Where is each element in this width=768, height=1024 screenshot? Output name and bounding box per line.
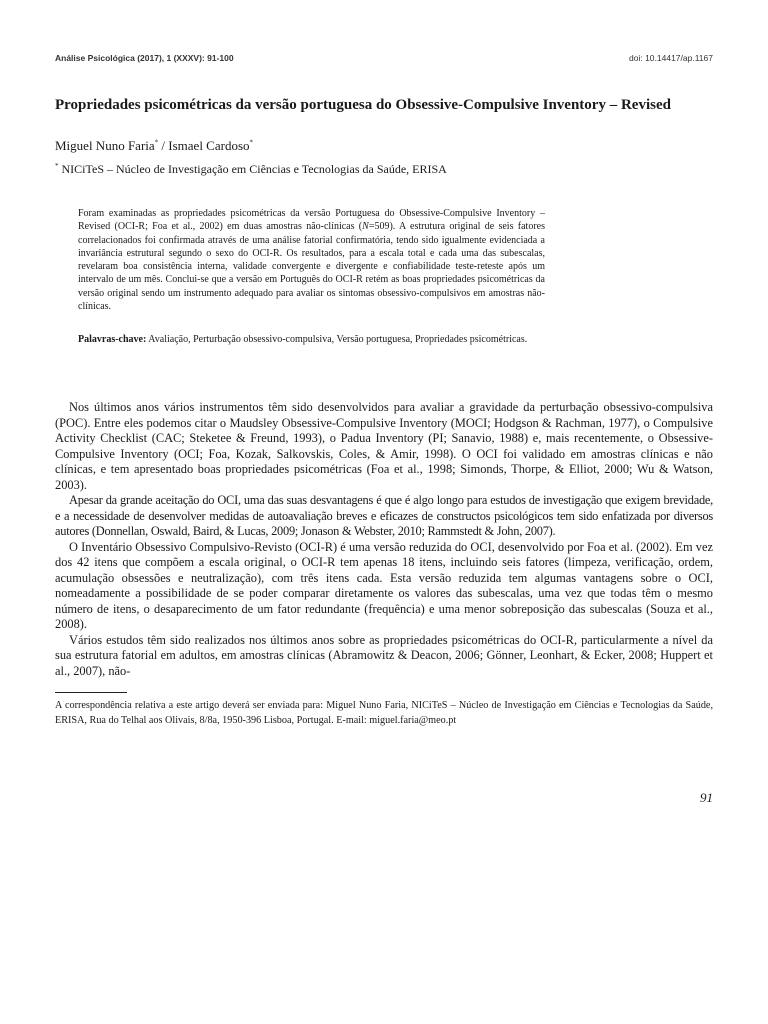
affiliation-marker: *	[249, 138, 254, 147]
body-paragraph: Vários estudos têm sido realizados nos últimos anos sobre as propriedades psicométricas do OCI-R, particularmente a nível da sua estrutura fatorial em adultos, em amostras clínicas (Abramowitz & Deacon, 2006; Gönner, Leonhart, & Ecker, 2008; Huppert et al., 2007), não-	[55, 632, 713, 678]
page-number: 91	[700, 790, 713, 805]
abstract-text: =509). A estrutura original de seis fatores correlacionados foi confirmada através de uma análise fatorial confirmatória, tendo sido igualmente evidenciada a invariância estrutural segundo o sexo do OCI-R. Os resultados, para a escala total e cada uma das subescalas, revelaram boa consistência interna, validade convergente e divergente e confiabilidade teste-reteste após um intervalo de um mês. Conclui-se que a versão em Português do OCI-R retém as boas propriedades psicométricas da versão original sendo um instrumento adequado para avaliar os sintomas obsessivo-compulsivos em amostras não-clínicas.	[78, 221, 545, 313]
keywords	[78, 333, 545, 346]
abstract	[78, 207, 545, 313]
sample-size-symbol: N	[362, 221, 369, 233]
author-line	[55, 138, 695, 154]
keywords-text: Avaliação, Perturbação obsessivo-compulsiva, Versão portuguesa, Propriedades psicométricas.	[146, 334, 528, 345]
body-paragraph: Nos últimos anos vários instrumentos têm sido desenvolvidos para avaliar a gravidade da perturbação obsessivo-compulsiva (POC). Entre eles podemos citar o Maudsley Obsessive-Compulsive Inventory (MOCI; Hodgson & Rachman, 1977), o Compulsive Activity Checklist (CAC; Steketee & Freund, 1993), o Padua Inventory (PI; Sanavio, 1988) e, mais recentemente, o Obsessive-Compulsive Inventory (OCI; Foa, Kozak, Salkovskis, Coles, & Amir, 1998). O OCI foi validado em amostras clínicas e não clínicas, e tem apresentado boas propriedades psicométricas (Foa et al., 1998; Simonds, Thorpe, & Elliot, 2000; Wu & Watson, 2003).	[55, 400, 713, 492]
affiliation-marker: *	[55, 162, 59, 170]
body-text	[55, 400, 713, 679]
affiliation-marker: *	[154, 138, 159, 147]
body-paragraph: O Inventário Obsessivo Compulsivo-Revisto (OCI-R) é uma versão reduzida do OCI, desenvolvido por Foa et al. (2002). Em vez dos 42 itens que compõem a escala original, o OCI-R tem apenas 18 itens, incluindo seis fatores (limpeza, verificação, ordem, acumulação obsessões e neutralização), com três itens cada. Esta versão reduzida tem algumas vantagens sobre o OCI, nomeadamente a possibilidade de se poder comparar diretamente os valores das subescalas, uma vez que todas têm o mesmo número de itens, o desaparecimento de um fator redundante (frequência) e uma menor sobreposição das subescalas (Souza et al., 2008).	[55, 539, 713, 631]
author-name: Ismael Cardoso	[168, 138, 250, 153]
author-separator: /	[158, 138, 169, 153]
article-title: Propriedades psicométricas da versão portuguesa do Obsessive-Compulsive Inventory – Revised	[55, 97, 671, 113]
doi: doi: 10.14417/ap.1167	[629, 53, 713, 63]
journal-citation: Análise Psicológica (2017), 1 (XXXV): 91-100	[55, 53, 234, 63]
author-name: Miguel Nuno Faria	[55, 138, 155, 153]
keywords-label: Palavras-chave:	[78, 334, 147, 345]
affiliation	[55, 161, 695, 177]
abstract-text: Foram examinadas as propriedades psicométricas da versão Portuguesa do Obsessive-Compulsive Inventory – Revised (OCI-R; Foa et al., 2002) em duas amostras não-clínicas (	[78, 208, 545, 233]
correspondence-footnote: A correspondência relativa a este artigo deverá ser enviada para: Miguel Nuno Faria, NICiTeS – Núcleo de Investigação em Ciências e Tecnologias da Saúde, ERISA, Rua do Telhal aos Olivais, 8/8a, 1950-396 Lisboa, Portugal. E-mail: miguel.faria@meo.pt	[55, 700, 713, 727]
body-paragraph: Apesar da grande aceitação do OCI, uma das suas desvantagens é que é algo longo para estudos de investigação que exigem brevidade, e a necessidade de desenvolver medidas de autoavaliação breves e eficazes de constructos psicológicos tem sido enfatizada por diversos autores (Donnellan, Oswald, Baird, & Lucas, 2009; Jonason & Webster, 2010; Rammstedt & John, 2007).	[55, 493, 713, 538]
affiliation-text: NICiTeS – Núcleo de Investigação em Ciências e Tecnologias da Saúde, ERISA	[58, 162, 447, 176]
footnote-divider	[55, 692, 127, 693]
